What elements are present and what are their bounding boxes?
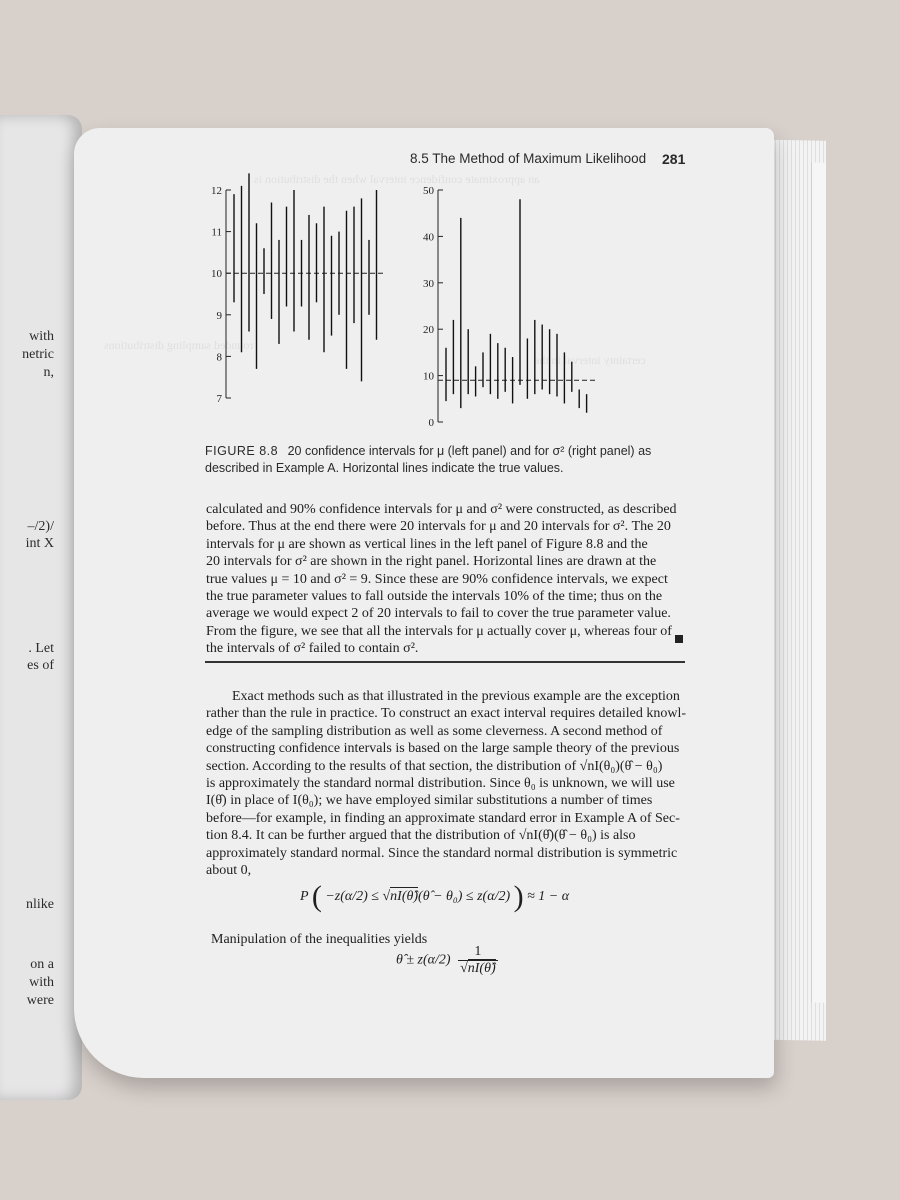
eq2-denominator (458, 961, 498, 977)
text-line: before—for example, in finding an approximate standard error in Example A of Sec- (206, 810, 680, 826)
text-line: 20 intervals for σ² are shown in the right panel. Horizontal lines are drawn at the (206, 554, 657, 570)
caption-line-1: 20 confidence intervals for μ (left panel) and for σ² (right panel) as (287, 444, 652, 458)
y-tick-label: 7 (216, 393, 222, 405)
running-head: 8.5 The Method of Maximum Likelihood (410, 151, 647, 166)
left-fragment: were (26, 993, 54, 1008)
left-fragment: nlike (26, 897, 54, 912)
end-of-example-square-icon (675, 635, 683, 643)
text-line: constructing confidence intervals is based on the large sample theory of the previous (206, 741, 680, 757)
eq1-left: −z(α/2) ≤ (325, 889, 379, 904)
y-tick-label: 11 (211, 226, 222, 239)
text-line: intervals for μ are shown as vertical lines in the left panel of Figure 8.8 and the (206, 536, 648, 552)
left-fragment: on a (30, 957, 54, 972)
text-line: before. Thus at the end there were 20 intervals for μ and 20 intervals for σ². The 20 (206, 519, 671, 535)
paragraph-large-sample (206, 688, 687, 879)
text-line: section. According to the results of that section, the distribution of √nI(θ₀)(θ̂ − θ₀) (206, 758, 663, 774)
sigma2-interval-panel (410, 176, 610, 429)
text-line: the intervals of σ² failed to contain σ². (206, 641, 419, 657)
manipulation-text: Manipulation of the inequalities yields (211, 932, 428, 947)
y-tick-label: 12 (211, 185, 222, 197)
y-tick-label: 30 (423, 277, 434, 290)
eq1-lhs: P (300, 889, 309, 904)
page-content (74, 128, 774, 1078)
y-tick-label: 8 (216, 351, 222, 364)
eq2-fraction (458, 944, 498, 977)
mu-interval-panel (204, 176, 394, 406)
page-number: 281 (662, 151, 686, 167)
y-tick-label: 10 (211, 268, 222, 281)
equation-interval (396, 944, 498, 977)
text-line: From the figure, we see that all the intervals for μ actually cover μ, whereas four of (206, 623, 672, 639)
text-line: I(θ̂) in place of I(θ₀); we have employed similar substitutions a number of times (206, 793, 653, 809)
figure-label: FIGURE 8.8 (205, 444, 279, 458)
text-line: is approximately the standard normal distribution. Since θ₀ is unknown, we will use (206, 776, 675, 792)
eq2-sqrt-body: nI(θ̂) (467, 961, 496, 976)
equation-probability (300, 880, 569, 914)
eq1-rhs: ≈ 1 − α (527, 889, 570, 904)
sqrt-icon: √ (460, 961, 468, 976)
text-line: approximately standard normal. Since the standard normal distribution is symmetric (206, 845, 678, 861)
text-line: average we would expect 2 of 20 intervals to fail to cover the true parameter value. (206, 606, 671, 622)
left-paren-icon: ( (311, 880, 322, 913)
eq2-numerator: 1 (458, 944, 498, 961)
left-fragment: with (29, 975, 54, 990)
text-line: Exact methods such as that illustrated in the previous example are the exception (232, 689, 680, 704)
page-edge-strip (811, 162, 826, 1002)
bleed-through-text: rounded sampling distributions (104, 338, 254, 352)
left-page (0, 115, 82, 1100)
left-fragment: n, (43, 365, 54, 380)
example-end-rule (205, 661, 685, 663)
text-line: rather than the rule in practice. To construct an exact interval requires detailed knowl- (206, 706, 687, 722)
y-tick-label: 20 (423, 324, 434, 337)
paragraph-example (206, 501, 687, 658)
text-line: tion 8.4. It can be further argued that the distribution of √nI(θ̂)(θ̂ − θ₀) is also (206, 828, 636, 844)
caption-line-2: described in Example A. Horizontal lines indicate the true values. (205, 461, 564, 475)
y-tick-label: 50 (423, 185, 434, 197)
bleed-through-text: an approximate confidence interval when the distribution is (254, 172, 540, 186)
text-line: edge of the sampling distribution as well as some cleverness. A second method of (206, 723, 663, 739)
left-fragment: netric (22, 347, 54, 362)
text-line: about 0, (206, 863, 252, 879)
text-line: the true parameter values to fall outside the intervals 10% of the time; thus on the (206, 589, 663, 605)
y-tick-label: 0 (428, 417, 434, 429)
y-tick-label: 10 (423, 370, 434, 383)
left-fragment: with (29, 329, 54, 344)
left-fragment: –/2)/ (27, 519, 54, 534)
y-tick-label: 40 (423, 231, 434, 244)
left-fragment: int X (25, 536, 54, 551)
left-fragment: . Let (28, 641, 54, 656)
text-line: calculated and 90% confidence intervals for μ and σ² were constructed, as described (206, 502, 677, 517)
eq1-middle: (θ̂ − θ₀) ≤ z(α/2) (418, 889, 511, 904)
eq2-lhs: θ̂ ± z(α/2) (396, 952, 451, 968)
figure-caption (205, 443, 710, 477)
y-tick-label: 9 (216, 309, 222, 322)
bleed-through-text: certainty interval in the (534, 353, 646, 367)
sqrt-icon: √ (382, 889, 391, 904)
left-fragment: es of (27, 658, 54, 673)
text-line: true values μ = 10 and σ² = 9. Since these are 90% confidence intervals, we expect (206, 571, 668, 587)
right-paren-icon: ) (513, 880, 524, 913)
book-page (74, 128, 774, 1078)
eq1-sqrt-body: nI(θ̂) (390, 889, 419, 904)
